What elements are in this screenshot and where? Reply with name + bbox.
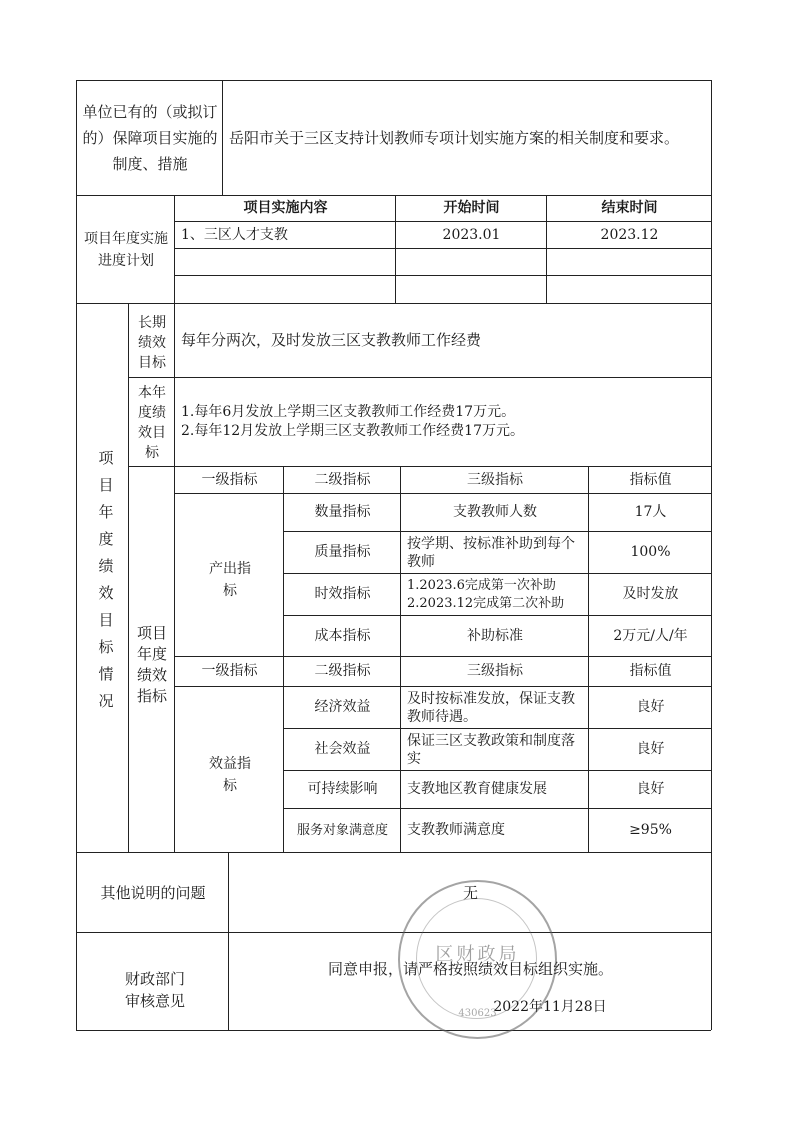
benefit-level3: 保证三区支教政策和制度落实: [407, 732, 575, 767]
annual-label: 本年度绩效目标: [138, 385, 166, 461]
seal-text: 区财政局: [435, 944, 520, 965]
annual-item: 2.每年12月发放上学期三区支教教师工作经费17万元。: [181, 423, 524, 439]
schedule-row-start: 2023.01: [442, 226, 501, 243]
other-content: 无: [462, 883, 478, 902]
schedule-header-start: 开始时间: [443, 200, 500, 216]
output-value: 17人: [634, 504, 667, 520]
safeguards-label: 单位已有的（或拟订的）保障项目实施的制度、措施: [82, 103, 218, 173]
output-value: 2万元/人/年: [613, 627, 688, 644]
long-term-label: 长期绩效目标: [138, 315, 166, 371]
schedule-label: 项目年度实施进度计划: [84, 231, 168, 269]
finance-review-label: 财政部门审核意见: [124, 970, 185, 1010]
indicator-header-level2: 二级指标: [314, 471, 371, 488]
indicator-header-level1: 一级指标: [201, 663, 258, 679]
output-level2: 质量指标: [314, 544, 371, 560]
performance-label: 项目年度绩效目标情况: [98, 449, 114, 710]
benefit-level2: 服务对象满意度: [296, 823, 388, 838]
finance-review-opinion: 同意申报，请严格按照绩效目标组织实施。: [327, 959, 613, 978]
seal-number: 430623: [458, 1008, 497, 1019]
indicator-header-value: 指标值: [629, 663, 672, 679]
schedule-row-end: [548, 249, 711, 275]
schedule-row-end: [548, 276, 711, 302]
output-level2: 时效指标: [314, 586, 371, 602]
indicator-header-level2: 二级指标: [314, 663, 371, 679]
output-indicator-label: 产出指标: [209, 561, 251, 599]
benefit-level3: 及时按标准发放，保证支教教师待遇。: [407, 690, 575, 725]
benefit-value: 良好: [636, 741, 665, 757]
schedule-row-start: [397, 249, 546, 275]
frame-right: [711, 80, 712, 1030]
benefit-level3: 支教地区教育健康发展: [407, 781, 547, 797]
output-level3: 1.2023.6完成第一次补助 2.2023.12完成第二次补助: [407, 577, 565, 611]
indicator-label: 项目年度绩效指标: [137, 624, 168, 705]
frame-left: [76, 80, 77, 1030]
benefit-value: ≥95%: [629, 822, 672, 838]
benefit-level2: 经济效益: [314, 699, 371, 715]
official-seal: [398, 880, 557, 1039]
finance-review-date: 2022年11月28日: [493, 998, 607, 1015]
annual-item: 1.每年6月发放上学期三区支教教师工作经费17万元。: [181, 404, 516, 420]
schedule-header-content: 项目实施内容: [243, 200, 328, 216]
output-value: 100%: [630, 544, 671, 560]
indicator-header-level1: 一级指标: [201, 471, 258, 488]
safeguards-content: 岳阳市关于三区支持计划教师专项计划实施方案的相关制度和要求。: [229, 128, 680, 147]
schedule-row-content: 1、三区人才支教: [181, 226, 288, 243]
schedule-row-start: [397, 276, 546, 302]
frame-top: [76, 80, 711, 81]
benefit-value: 良好: [636, 781, 665, 797]
output-level2: 数量指标: [314, 504, 371, 520]
output-level3: 支教教师人数: [453, 504, 537, 520]
indicator-header-value: 指标值: [629, 471, 672, 488]
schedule-row-content: [176, 276, 395, 302]
benefit-indicator-label: 效益指标: [209, 756, 251, 794]
indicator-header-level3: 三级指标: [467, 663, 523, 679]
output-level2: 成本指标: [314, 627, 371, 644]
output-value: 及时发放: [622, 586, 679, 602]
other-label: 其他说明的问题: [100, 883, 206, 902]
benefit-level2: 可持续影响: [307, 781, 378, 797]
benefit-level3: 支教教师满意度: [407, 822, 505, 838]
schedule-header-end: 结束时间: [601, 200, 658, 216]
frame-bottom: [76, 1030, 711, 1031]
benefit-value: 良好: [636, 699, 665, 715]
schedule-row-end: 2023.12: [600, 226, 659, 243]
benefit-level2: 社会效益: [314, 741, 371, 757]
annual-targets: [176, 378, 711, 466]
long-term-text: 每年分两次，及时发放三区支教教师工作经费: [181, 330, 482, 349]
indicator-header-level3: 三级指标: [467, 471, 523, 488]
output-level3: 补助标准: [467, 627, 523, 644]
output-level3: 按学期、按标准补助到每个教师: [407, 535, 575, 570]
schedule-row-content: [176, 249, 395, 275]
